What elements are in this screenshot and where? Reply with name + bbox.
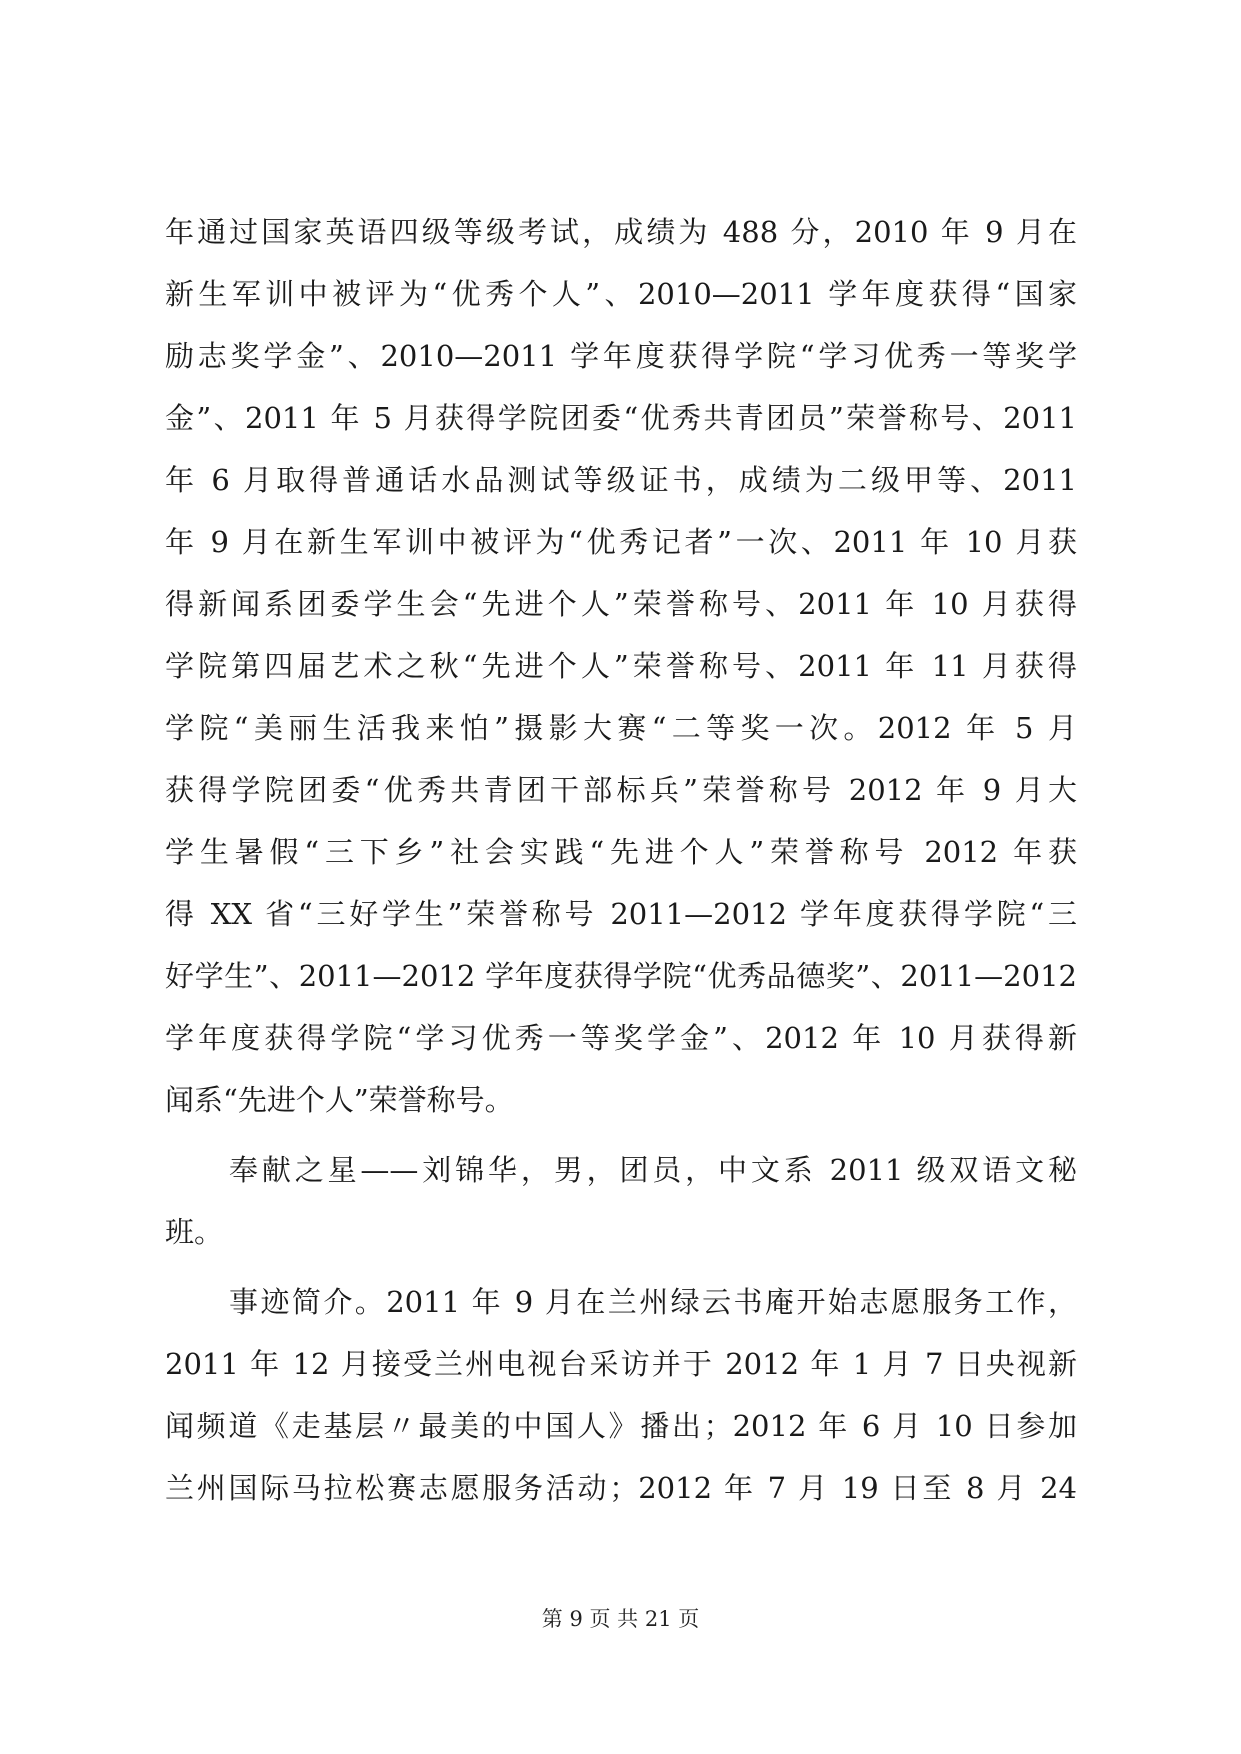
text-line: 年 9 月在新生军训中被评为“优秀记者”一次、2011 年 10 月获 [165, 525, 1077, 559]
text-line: 兰州国际马拉松赛志愿服务活动；2012 年 7 月 19 日至 8 月 24 [165, 1471, 1077, 1505]
text-line: 学院“美丽生活我来怕”摄影大赛“二等奖一次。2012 年 5 月 [165, 711, 1077, 745]
text-line: 得新闻系团委学生会“先进个人”荣誉称号、2011 年 10 月获得 [165, 587, 1077, 621]
text-line: 获得学院团委“优秀共青团干部标兵”荣誉称号 2012 年 9 月大 [165, 773, 1077, 807]
text-line: 年 6 月取得普通话水品测试等级证书，成绩为二级甲等、2011 [165, 463, 1077, 497]
text-line: 得 XX 省“三好学生”荣誉称号 2011—2012 学年度获得学院“三 [165, 897, 1077, 931]
text-line: 闻频道《走基层〃最美的中国人》播出；2012 年 6 月 10 日参加 [165, 1409, 1077, 1443]
paragraph-3 [165, 1271, 1077, 1519]
text-line: 奉献之星——刘锦华，男，团员，中文系 2011 级双语文秘 [229, 1153, 1077, 1187]
paragraph-1 [165, 201, 1077, 1131]
text-line: 金”、2011 年 5 月获得学院团委“优秀共青团员”荣誉称号、2011 [165, 401, 1077, 435]
paragraph-2 [165, 1139, 1077, 1263]
text-line: 学院第四届艺术之秋“先进个人”荣誉称号、2011 年 11 月获得 [165, 649, 1077, 683]
text-line: 学年度获得学院“学习优秀一等奖学金”、2012 年 10 月获得新 [165, 1021, 1077, 1055]
text-line: 2011 年 12 月接受兰州电视台采访并于 2012 年 1 月 7 日央视新 [165, 1347, 1077, 1381]
text-line: 学生暑假“三下乡”社会实践“先进个人”荣誉称号 2012 年获 [165, 835, 1077, 869]
page-number-footer: 第 9 页 共 21 页 [541, 1607, 700, 1631]
text-line: 新生军训中被评为“优秀个人”、2010—2011 学年度获得“国家 [165, 277, 1077, 311]
document-body [165, 201, 1077, 1519]
text-line: 励志奖学金”、2010—2011 学年度获得学院“学习优秀一等奖学 [165, 339, 1077, 373]
text-line: 班。 [165, 1215, 224, 1249]
text-line: 年通过国家英语四级等级考试，成绩为 488 分，2010 年 9 月在 [165, 215, 1077, 249]
text-line: 闻系“先进个人”荣誉称号。 [165, 1083, 514, 1117]
text-line: 事迹简介。2011 年 9 月在兰州绿云书庵开始志愿服务工作， [229, 1285, 1077, 1319]
text-line: 好学生”、2011—2012 学年度获得学院“优秀品德奖”、2011—2012 [165, 959, 1077, 993]
